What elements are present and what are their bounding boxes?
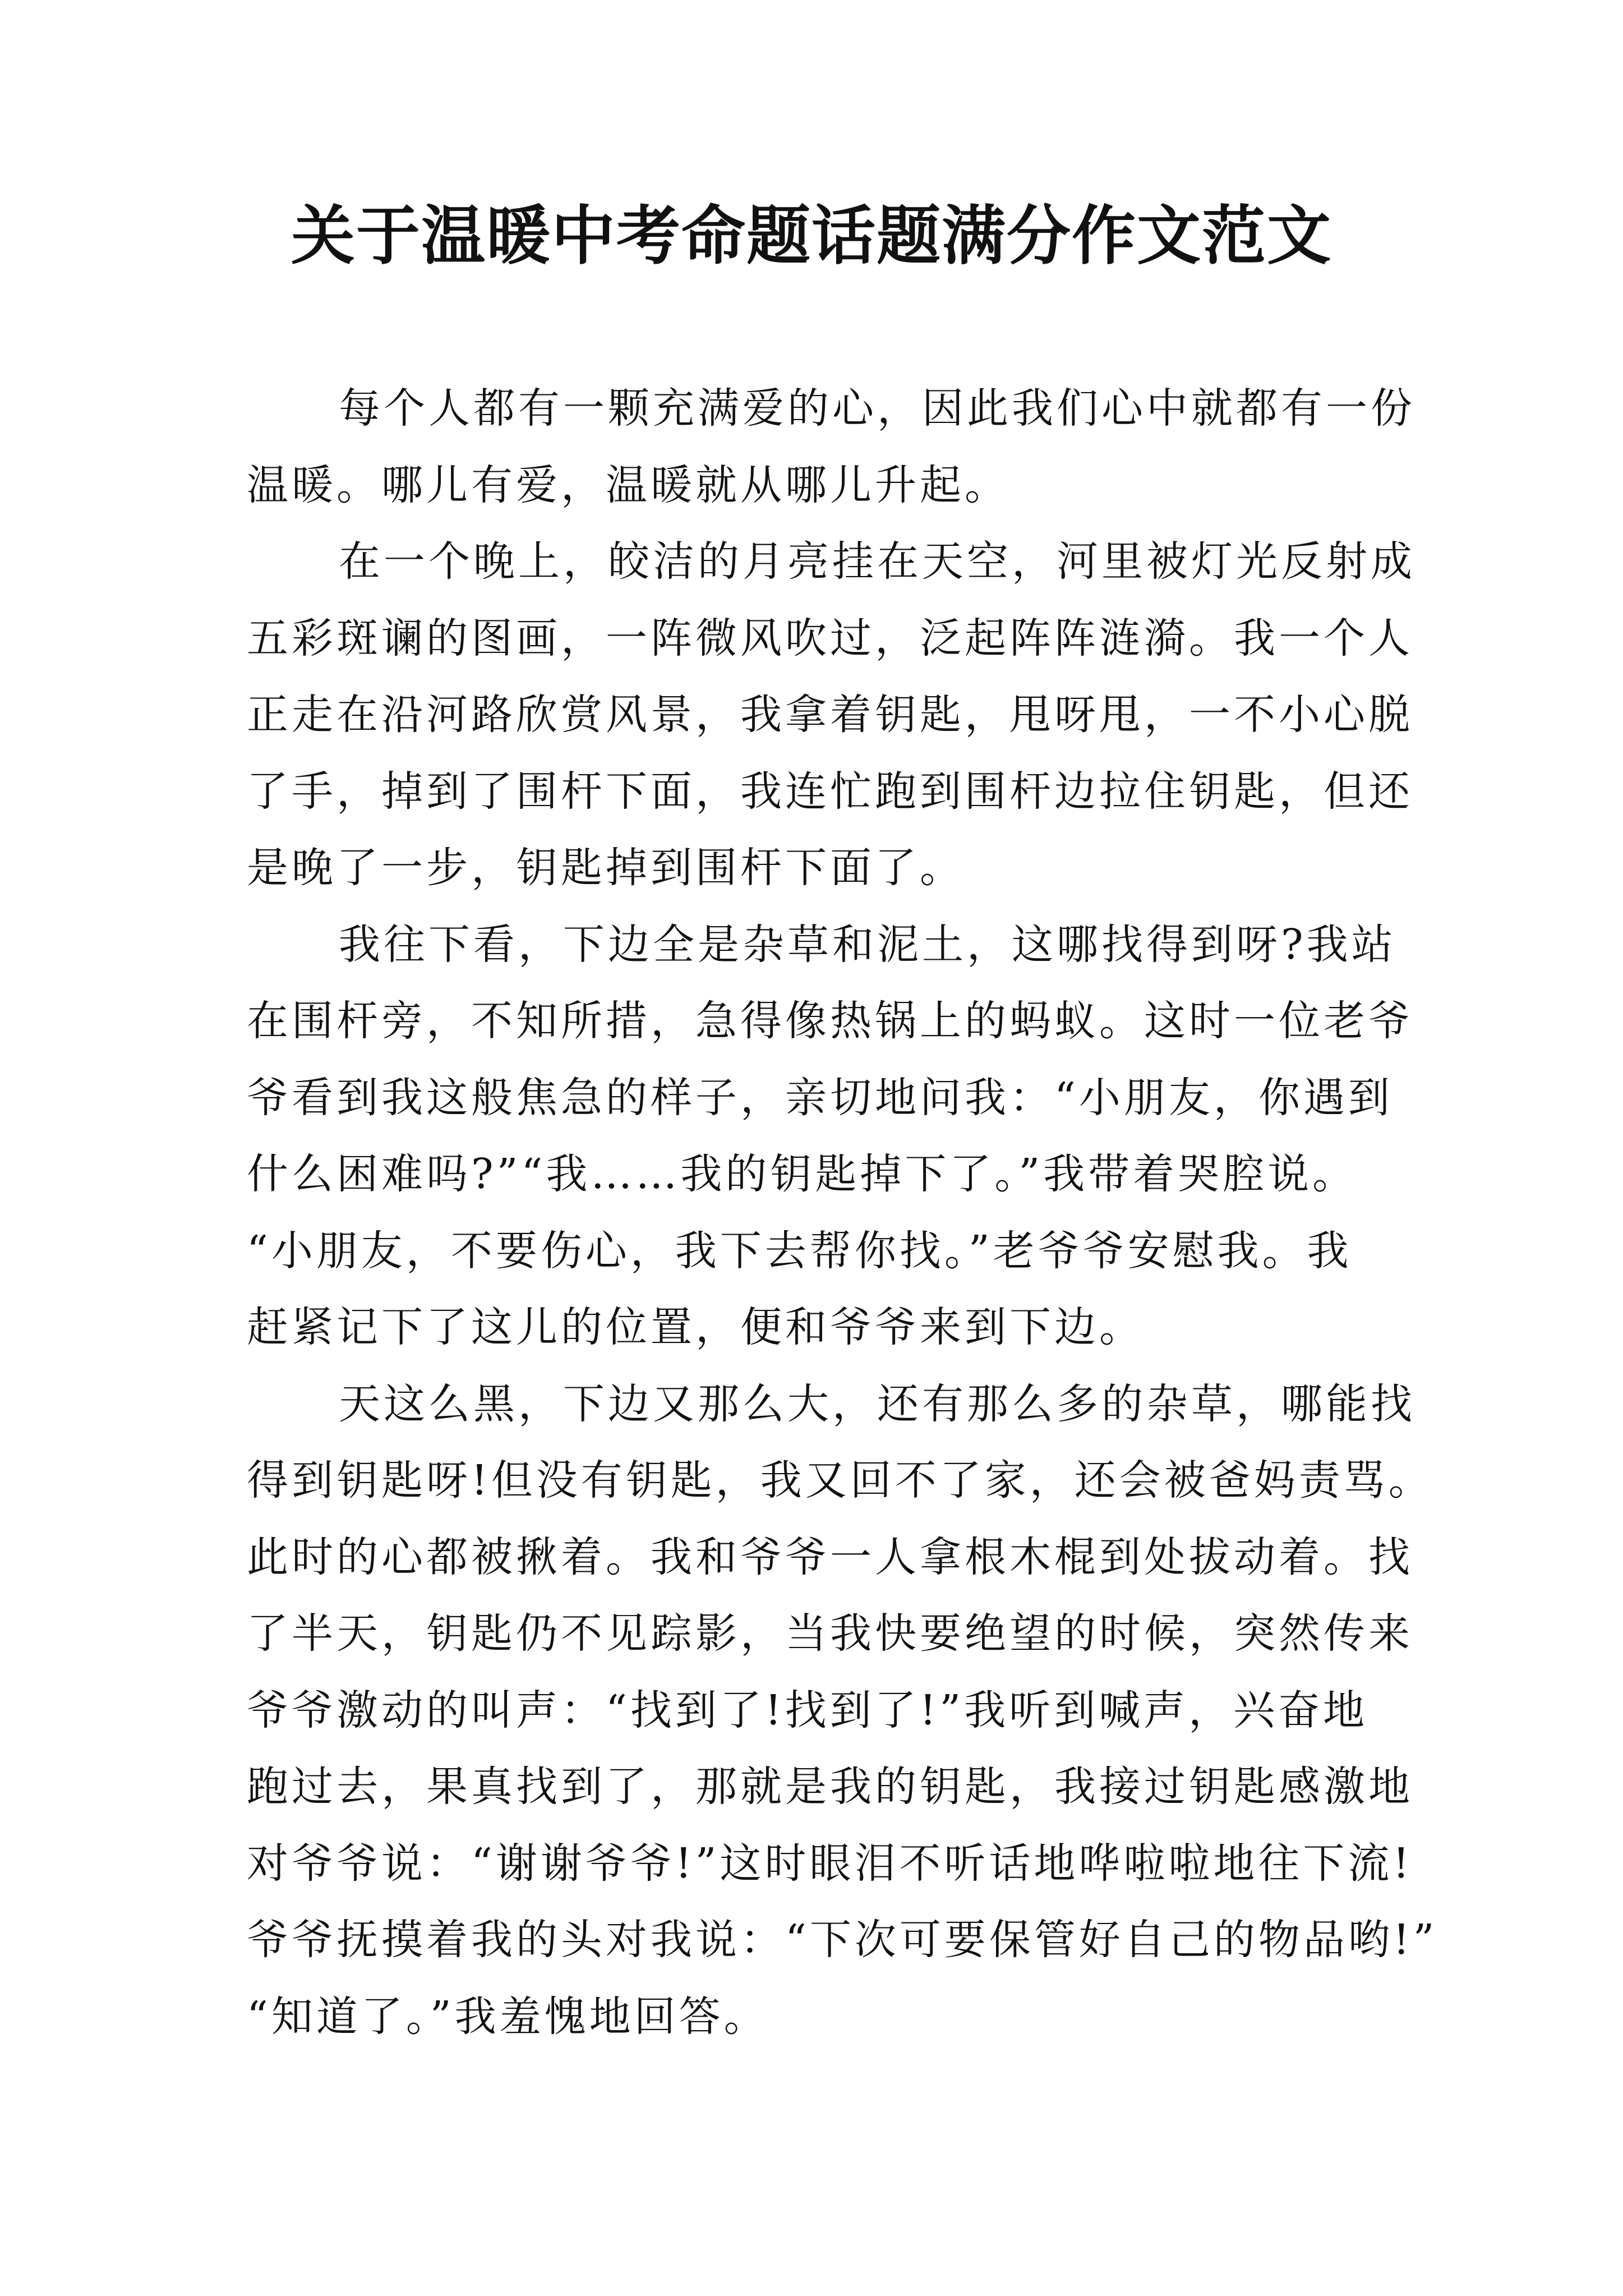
text-line: 在一个晚上，皎洁的月亮挂在天空，河里被灯光反射成 [339, 537, 1415, 586]
text-line: 爷看到我这般焦急的样子，亲切地问我：“小朋友，你遇到 [247, 1073, 1393, 1122]
text-line: 每个人都有一颗充满爱的心，因此我们心中就都有一份 [339, 384, 1415, 432]
text-line: “知道了。”我羞愧地回答。 [247, 1992, 769, 2041]
text-line: “小朋友，不要伤心，我下去帮你找。”老爷爷安慰我。我 [247, 1226, 1352, 1275]
text-line: 在围杆旁，不知所措，急得像热锅上的蚂蚁。这时一位老爷 [247, 997, 1413, 1045]
text-line: 天这么黑，下边又那么大，还有那么多的杂草，哪能找 [339, 1379, 1415, 1428]
text-line: 五彩斑谰的图画，一阵微风吹过，泛起阵阵涟漪。我一个人 [247, 614, 1413, 662]
document-body [247, 370, 1438, 2055]
text-line: 跑过去，果真找到了，那就是我的钥匙，我接过钥匙感激地 [247, 1763, 1413, 1811]
text-line: 正走在沿河路欣赏风景，我拿着钥匙，甩呀甩，一不小心脱 [247, 691, 1413, 739]
document-title: 关于温暖中考命题话题满分作文范文 [291, 198, 1332, 273]
text-line: 了半天，钥匙仍不见踪影，当我快要绝望的时候，突然传来 [247, 1609, 1413, 1658]
text-line: 温暖。哪儿有爱，温暖就从哪儿升起。 [247, 461, 1009, 509]
text-line: 是晚了一步，钥匙掉到围杆下面了。 [247, 844, 965, 892]
paragraph-2 [247, 523, 1430, 907]
text-line: 爷爷激动的叫声：“找到了!找到了!”我听到喊声，兴奋地 [247, 1686, 1368, 1734]
paragraph-3 [247, 907, 1430, 1366]
paragraph-1 [247, 370, 1430, 523]
text-line: 赶紧记下了这儿的位置，便和爷爷来到下边。 [247, 1303, 1144, 1351]
text-line: 了手，掉到了围杆下面，我连忙跑到围杆边拉住钥匙，但还 [247, 767, 1413, 816]
text-line: 什么困难吗?”“我……我的钥匙掉下了。”我带着哭腔说。 [247, 1150, 1358, 1198]
text-line: 我往下看，下边全是杂草和泥土，这哪找得到呀?我站 [339, 920, 1396, 969]
text-line: 爷爷抚摸着我的头对我说：“下次可要保管好自己的物品哟!” [247, 1916, 1438, 1964]
text-line: 得到钥匙呀!但没有钥匙，我又回不了家，还会被爸妈责骂。 [247, 1456, 1433, 1504]
text-line: 对爷爷说：“谢谢爷爷!”这时眼泪不听话地哗啦啦地往下流! [247, 1839, 1413, 1888]
text-line: 此时的心都被揪着。我和爷爷一人拿根木棍到处拔动着。找 [247, 1533, 1413, 1581]
paragraph-4 [247, 1366, 1438, 2055]
